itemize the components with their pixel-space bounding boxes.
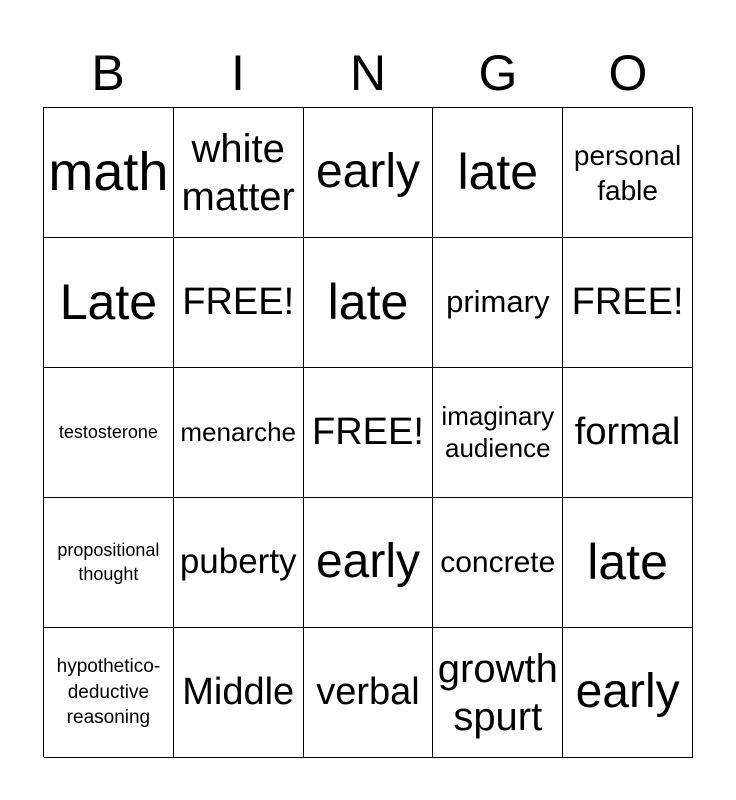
header-letter-g: G [478,45,518,101]
board-row-4 [44,498,693,628]
cell-text: Late [59,274,158,330]
bingo-board [43,107,693,757]
bingo-cell[interactable] [44,628,174,758]
board-row-3 [44,368,693,498]
bingo-cell[interactable] [44,238,174,368]
header-letter-n: N [349,45,387,101]
cell-text: testosterone [58,421,158,442]
cell-text: math [48,142,169,203]
bingo-cell[interactable] [304,628,434,758]
bingo-cell[interactable] [304,498,434,628]
bingo-cell[interactable] [174,368,304,498]
bingo-cell[interactable] [304,238,434,368]
cell-text: FREE! [312,410,424,453]
bingo-cell[interactable] [563,628,693,758]
cell-text: early [315,145,421,199]
cell-text: late [587,534,668,590]
cell-text: menarche [180,416,296,447]
cell-text: imaginary audience [441,401,555,463]
cell-text: formal [574,410,681,453]
free-space-cell[interactable] [304,368,434,498]
cell-text: white matter [181,126,295,219]
bingo-cell[interactable] [174,498,304,628]
header-letter-o: O [608,45,648,101]
bingo-cell[interactable] [304,108,434,238]
cell-text: growth spurt [437,646,558,739]
bingo-cell[interactable] [433,498,563,628]
free-space-cell[interactable] [174,238,304,368]
bingo-cell[interactable] [433,628,563,758]
bingo-cell[interactable] [44,498,174,628]
cell-text: propositional thought [57,540,160,584]
board-row-2 [44,238,693,368]
cell-text: Middle [182,670,295,713]
bingo-cell[interactable] [174,628,304,758]
board-row-1 [44,108,693,238]
bingo-cell[interactable] [563,368,693,498]
free-space-cell[interactable] [563,238,693,368]
cell-text: primary [446,284,550,320]
bingo-cell[interactable] [44,108,174,238]
cell-text: concrete [440,546,556,579]
cell-text: early [315,535,421,589]
cell-text: puberty [179,542,297,582]
bingo-cell[interactable] [433,238,563,368]
header-letter-b: B [91,45,125,101]
cell-text: late [457,144,539,200]
cell-text: hypothetico- deductive reasoning [56,656,161,729]
bingo-cell[interactable] [433,108,563,238]
cell-text: early [575,665,680,719]
cell-text: personal fable [573,139,682,206]
cell-text: FREE! [182,280,295,323]
bingo-header [43,42,693,104]
bingo-cell[interactable] [174,108,304,238]
cell-text: verbal [316,670,420,713]
cell-text: late [327,274,409,330]
bingo-cell[interactable] [563,498,693,628]
bingo-cell[interactable] [563,108,693,238]
bingo-cell[interactable] [433,368,563,498]
bingo-cell[interactable] [44,368,174,498]
cell-text: FREE! [571,280,684,323]
board-row-5 [44,628,693,758]
header-letter-i: I [231,45,245,101]
